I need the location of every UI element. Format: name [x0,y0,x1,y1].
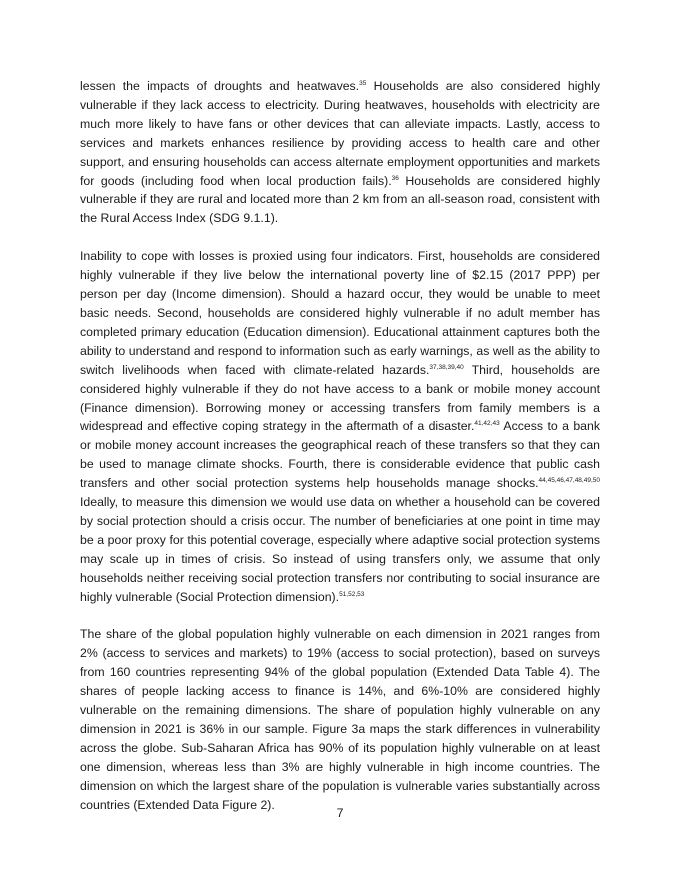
text-run: Access to a bank or mobile money account increases the geographical reach of these transfers so that they can be used to manage climate shocks. Fourth, there is considerable evidence that public cash transfers and other social protection systems help households manage shocks. [80,419,600,491]
text-run: Third, households are considered highly vulnerable if they do not have access to a bank or mobile money account (Finance dimension). Borrowing money or accessing transfers from family members is a widespread and effective coping strategy in the aftermath of a disaster. [80,362,600,434]
text-run: The share of the global population highly vulnerable on each dimension in 2021 ranges from 2% (access to services and markets) to 19% (access to social protection), based on surveys from 160 countries representing 94% of the global population (Extended Data Table 4). The shares of people lacking access to finance is 14%, and 6%-10% are considered highly vulnerable on the remaining dimensions. The share of population highly vulnerable on any dimension in 2021 is 36% in our sample. Figure 3a maps the stark differences in vulnerability across the globe. Sub-Saharan Africa has 90% of its population highly vulnerable on at least one dimension, whereas less than 3% are highly vulnerable in high income countries. The dimension on which the largest share of the population is vulnerable varies substantially across countries (Extended Data Figure 2). [80,627,600,812]
text-run: Ideally, to measure this dimension we would use data on whether a household can be covered by social protection should a crisis occur. The number of beneficiaries at one point in time may be a poor proxy for this potential coverage, especially where adaptive social protection systems may scale up in times of crisis. So instead of using transfers only, we assume that only households neither receiving social protection transfers nor contributing to social insurance are highly vulnerable (Social Protection dimension). [80,495,600,604]
citation-superscript: 35 [359,80,367,87]
text-run: lessen the impacts of droughts and heatwaves. [80,79,360,93]
text-run: Households are also considered highly vulnerable if they lack access to electricity. During heatwaves, households with electricity are much more likely to have fans or other devices that can alleviate impacts. Lastly, access to services and markets enhances resilience by providing access to health care and other support, and ensuring households can access alternate employment opportunities and markets for goods (including food when local production fails). [80,79,600,188]
citation-superscript: 36 [391,174,399,182]
paragraph [80,77,600,228]
paragraph [80,247,600,606]
text-run: Inability to cope with losses is proxied using four indicators. First, households are considered highly vulnerable if they live below the international poverty line of $2.15 (2017 PPP) per person per day (Income dimension). Should a hazard occur, they would be unable to meet basic needs. Second, households are considered highly vulnerable if no adult member has completed primary education (Education dimension). Educational attainment captures both the ability to understand and respond to information such as early warnings, as well as the ability to switch livelihoods when faced with climate-related hazards. [80,249,600,377]
text-run: Households are considered highly vulnerable if they are rural and located more than 2 km from an all-season road, consistent with the Rural Access Index (SDG 9.1.1). [80,173,600,226]
citation-superscript: 44,45,46,47,48,49,50 [538,477,600,485]
paragraph [80,625,600,814]
citation-superscript: 51,52,53 [339,590,365,598]
citation-superscript: 41,42,43 [474,420,500,428]
body-text [80,77,600,815]
page-number: 7 [336,806,344,820]
citation-superscript: 37,38,39,40 [429,363,464,371]
